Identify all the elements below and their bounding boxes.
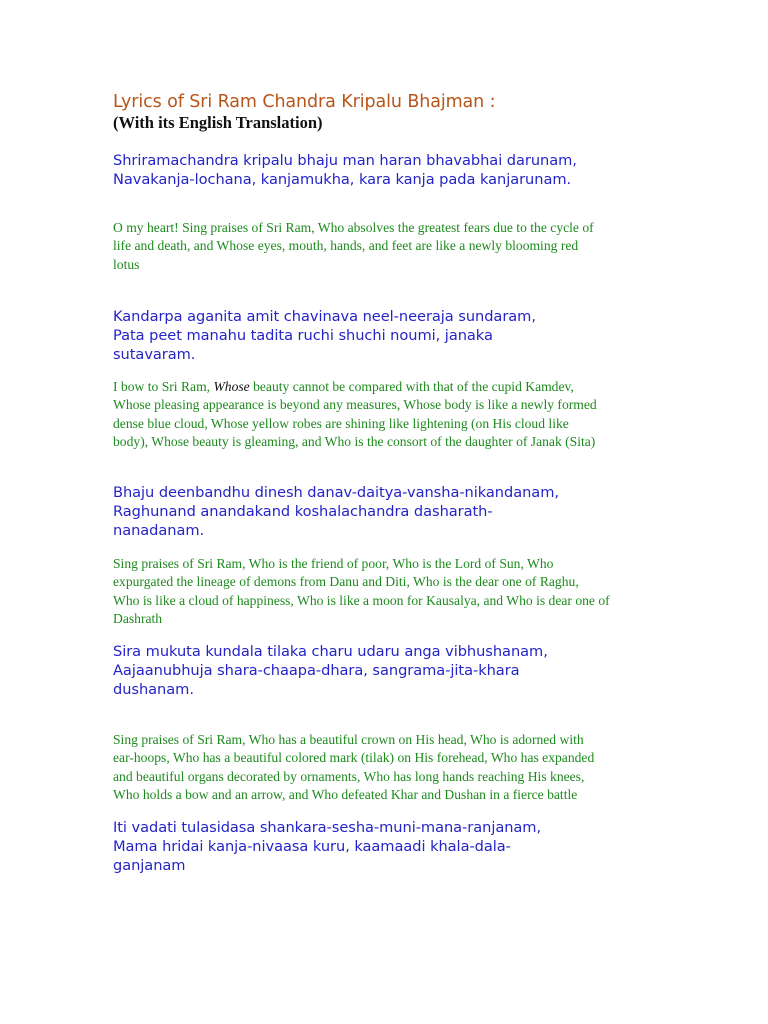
page-title: Lyrics of Sri Ram Chandra Kripalu Bhajman :	[113, 92, 496, 112]
verse-line: Bhaju deenbandhu dinesh danav-daitya-vansha-nikandanam,	[113, 484, 559, 501]
verse-line: Kandarpa aganita amit chavinava neel-neeraja sundaram,	[113, 308, 536, 325]
emphasis-word: Whose	[213, 379, 250, 394]
stanza-1-verse	[113, 151, 658, 189]
stanza-1-translation	[113, 219, 658, 274]
verse-line: Mama hridai kanja-nivaasa kuru, kaamaadi khala-dala-	[113, 838, 511, 855]
verse-line: ganjanam	[113, 857, 186, 874]
translation-line: body), Whose beauty is gleaming, and Who is the consort of the daughter of Janak (Sita)	[113, 434, 596, 450]
verse-line: Raghunand anandakand koshalachandra dasharath-	[113, 503, 493, 520]
stanza-4-verse	[113, 642, 658, 699]
translation-line: Who holds a bow and an arrow, and Who defeated Khar and Dushan in a fierce battle	[113, 787, 578, 803]
translation-line: O my heart! Sing praises of Sri Ram, Who absolves the greatest fears due to the cycle of	[113, 220, 594, 235]
stanza-2-verse	[113, 307, 658, 364]
translation-fragment: I bow to Sri Ram,	[113, 379, 214, 394]
translation-line: Dashrath	[113, 611, 163, 627]
stanza-4-translation	[113, 731, 658, 805]
page-subtitle: (With its English Translation)	[113, 113, 323, 132]
translation-line: Whose pleasing appearance is beyond any measures, Whose body is like a newly formed	[113, 397, 597, 413]
verse-line: Aajaanubhuja shara-chaapa-dhara, sangrama-jita-khara	[113, 662, 520, 679]
translation-line: Who is like a cloud of happiness, Who is like a moon for Kausalya, and Who is dear one of	[113, 592, 610, 608]
verse-line: nanadanam.	[113, 522, 205, 539]
translation-line: Sing praises of Sri Ram, Who has a beautiful crown on His head, Who is adorned with	[113, 732, 584, 747]
verse-line: Pata peet manahu tadita ruchi shuchi noumi, janaka	[113, 327, 493, 344]
verse-line: Navakanja-lochana, kanjamukha, kara kanja pada kanjarunam.	[113, 171, 572, 188]
translation-line: Sing praises of Sri Ram, Who is the friend of poor, Who is the Lord of Sun, Who	[113, 556, 554, 571]
stanza-3-translation	[113, 555, 658, 629]
verse-line: dushanam.	[113, 681, 194, 698]
translation-line: ear-hoops, Who has a beautiful colored mark (tilak) on His forehead, Who has expanded	[113, 750, 595, 766]
stanza-5-verse	[113, 818, 658, 875]
translation-line: expurgated the lineage of demons from Danu and Diti, Who is the dear one of Raghu,	[113, 574, 579, 590]
stanza-2-translation	[113, 378, 658, 452]
translation-fragment: beauty cannot be compared with that of the cupid Kamdev,	[249, 379, 574, 394]
verse-line: sutavaram.	[113, 346, 196, 363]
translation-line: and beautiful organs decorated by ornaments, Who has long hands reaching His knees,	[113, 768, 585, 784]
stanza-3-verse	[113, 483, 658, 540]
translation-line	[113, 378, 658, 396]
verse-line: Sira mukuta kundala tilaka charu udaru anga vibhushanam,	[113, 643, 548, 660]
translation-line: lotus	[113, 256, 140, 272]
verse-line: Iti vadati tulasidasa shankara-sesha-muni-mana-ranjanam,	[113, 819, 542, 836]
verse-line: Shriramachandra kripalu bhaju man haran bhavabhai darunam,	[113, 152, 577, 169]
translation-line: life and death, and Whose eyes, mouth, hands, and feet are like a newly blooming red	[113, 238, 579, 254]
translation-line: dense blue cloud, Whose yellow robes are shining like lightening (on His cloud like	[113, 415, 569, 431]
